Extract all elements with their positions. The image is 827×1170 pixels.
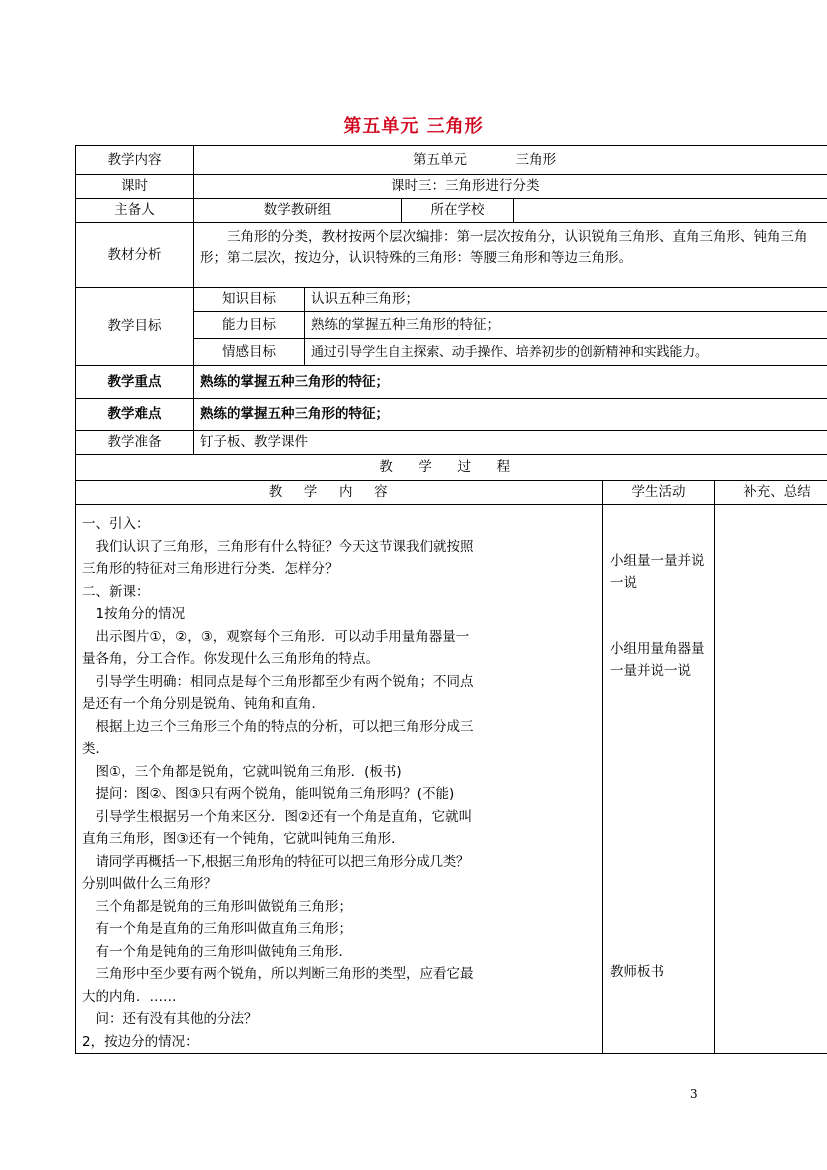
lesson-value: 课时三：三角形进行分类 <box>194 175 827 199</box>
preparation-text: 钉子板、教学课件 <box>194 431 827 455</box>
body-line: 是还有一个角分别是锐角、钝角和直角． <box>82 696 325 712</box>
key-point-text: 熟练的掌握五种三角形的特征； <box>194 366 827 399</box>
row-process-columns <box>76 481 827 505</box>
content-label: 教学内容 <box>76 146 194 175</box>
goal-type: 能力目标 <box>194 312 305 339</box>
body-line: 三角形的特征对三角形进行分类．怎样分？ <box>82 561 339 577</box>
body-line: 图①，三个角都是锐角，它就叫锐角三角形．(板书) <box>95 763 402 780</box>
body-line: 提问：图②、图③只有两个锐角，能叫锐角三角形吗？(不能) <box>95 786 455 802</box>
goal-type: 情感目标 <box>194 339 305 366</box>
row-content <box>76 146 827 175</box>
analysis-label: 教材分析 <box>76 223 194 288</box>
body-line: 出示图片①，②，③，观察每个三角形．可以动手用量角器量一 <box>95 628 470 645</box>
key-point-label: 教学重点 <box>76 366 194 399</box>
content-topic: 三角形 <box>515 151 557 168</box>
body-line: 1按角分的情况 <box>95 606 186 622</box>
goal-text: 通过引导学生自主探索、动手操作、培养初步的创新精神和实践能力。 <box>305 339 827 366</box>
process-content <box>76 505 603 1054</box>
school-value <box>514 199 827 223</box>
row-process-body <box>76 505 827 1054</box>
row-analysis <box>76 223 827 288</box>
process-activities <box>603 505 715 1054</box>
body-line: 引导学生根据另一个角来区分．图②还有一个角是直角，它就叫 <box>95 808 473 825</box>
difficulty-label: 教学难点 <box>76 399 194 431</box>
goal-type: 知识目标 <box>194 288 305 312</box>
process-header: 教学过程 <box>76 455 827 481</box>
body-line: 三个角都是锐角的三角形叫做锐角三角形； <box>95 898 352 915</box>
body-line: 引导学生明确：相同点是每个三角形都至少有两个锐角；不同点 <box>95 673 474 690</box>
lesson-label: 课时 <box>76 175 194 199</box>
body-line: 分别叫做什么三角形？ <box>82 876 217 892</box>
body-line: 类． <box>82 741 109 757</box>
activity-note: 小组用量角器量一量并说一说 <box>610 641 705 679</box>
body-line: 三角形中至少要有两个锐角，所以判断三角形的类型，应看它最 <box>95 966 474 982</box>
body-line: 请同学再概括一下,根据三角形角的特征可以把三角形分成几类？ <box>95 853 470 870</box>
body-line: 量各角，分工合作。你发现什么三角形角的特点。 <box>82 651 379 667</box>
body-line: 一、引入： <box>82 516 150 532</box>
body-line: 有一个角是直角的三角形叫做直角三角形； <box>95 921 352 937</box>
row-lesson <box>76 175 827 199</box>
row-key-point <box>76 366 827 399</box>
preparation-label: 教学准备 <box>76 431 194 455</box>
col-activity-header: 学生活动 <box>603 481 715 505</box>
school-label: 所在学校 <box>402 199 514 223</box>
activity-note: 教师板书 <box>610 964 664 980</box>
goal-text: 认识五种三角形； <box>305 288 827 312</box>
body-line: 我们认识了三角形，三角形有什么特征？今天这节课我们就按照 <box>95 538 474 555</box>
content-unit: 第五单元 <box>413 151 467 168</box>
row-preparer <box>76 199 827 223</box>
row-goal-knowledge <box>76 288 827 312</box>
body-line: 二、新课： <box>82 583 150 600</box>
body-line: 有一个角是钝角的三角形叫做钝角三角形． <box>95 943 352 960</box>
analysis-text: 三角形的分类，教材按两个层次编排：第一层次按角分，认识锐角三角形、直角三角形、钝角三角形；第二层次，按边分，认识特殊的三角形：等腰三角形和等边三角形。 <box>194 223 827 288</box>
body-line: 问：还有没有其他的分法？ <box>95 1011 258 1027</box>
process-notes <box>715 505 827 1054</box>
difficulty-text: 熟练的掌握五种三角形的特征； <box>194 399 827 431</box>
col-notes-header: 补充、总结 <box>715 481 827 505</box>
row-process-header <box>76 455 827 481</box>
col-content-header: 教学内容 <box>76 481 603 505</box>
body-line: 2，按边分的情况： <box>82 1033 199 1050</box>
body-line: 大的内角．…… <box>82 988 177 1005</box>
preparer-value: 数学教研组 <box>194 199 402 223</box>
goal-text: 熟练的掌握五种三角形的特征； <box>305 312 827 339</box>
preparer-label: 主备人 <box>76 199 194 223</box>
body-line: 根据上边三个三角形三个角的特点的分析，可以把三角形分成三 <box>95 718 474 735</box>
lesson-plan-table <box>75 145 827 1054</box>
content-value <box>194 146 827 175</box>
page-number: 3 <box>690 1087 698 1101</box>
row-difficulty <box>76 399 827 431</box>
body-line: 直角三角形，图③还有一个钝角，它就叫钝角三角形． <box>82 831 405 847</box>
row-preparation <box>76 431 827 455</box>
activity-note: 小组量一量并说一说 <box>610 553 705 591</box>
goals-label: 教学目标 <box>76 288 194 366</box>
page-title: 第五单元 三角形 <box>343 116 484 137</box>
